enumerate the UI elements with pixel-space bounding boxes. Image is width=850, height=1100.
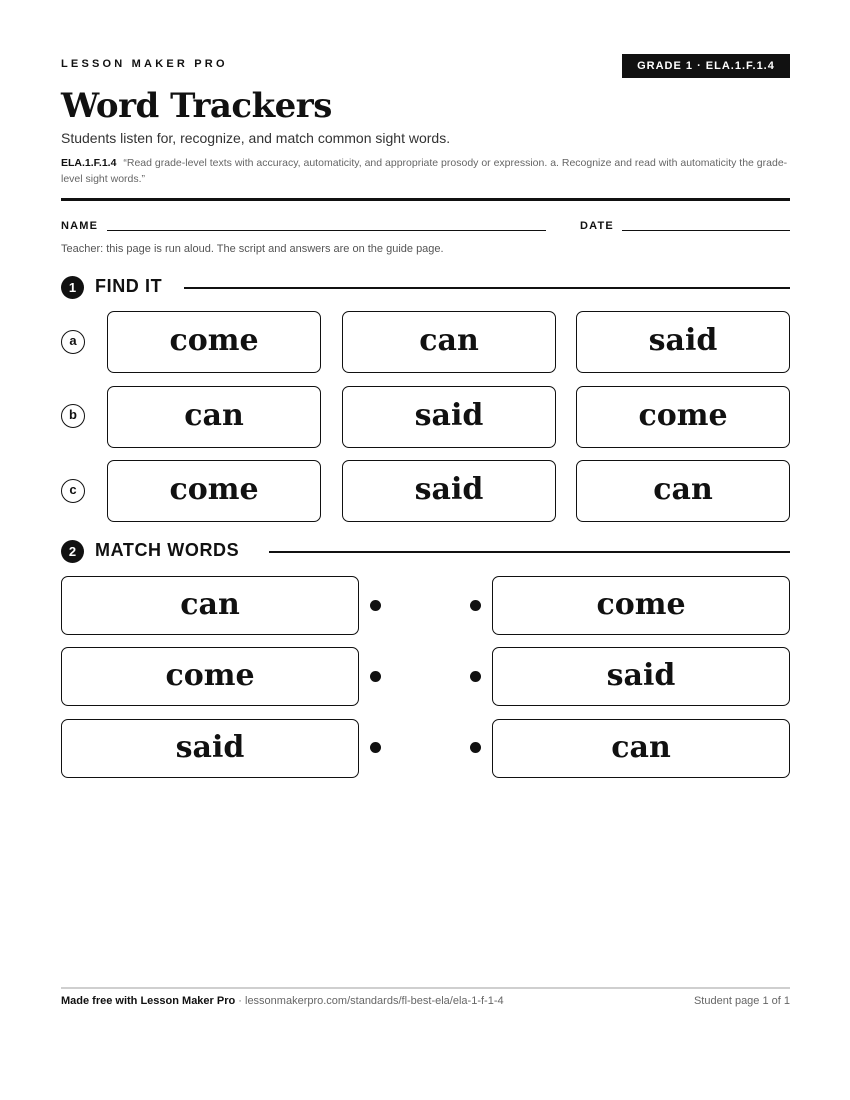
match-words-heading xyxy=(61,539,790,563)
match-left-card[interactable]: come xyxy=(61,647,359,706)
match-left-card[interactable]: can xyxy=(61,576,359,635)
footer-page-number: Student page 1 of 1 xyxy=(693,995,790,1007)
word-card[interactable]: come xyxy=(576,386,790,448)
match-left-dot[interactable] xyxy=(370,671,381,682)
word-card[interactable]: can xyxy=(342,311,556,373)
standard-text: “Read grade-level texts with accuracy, automaticity, and appropriate prosody or expression. a. Recognize and read with automaticity the grade-level sight words.” xyxy=(61,157,788,185)
word-card[interactable]: come xyxy=(107,311,321,373)
match-right-dot[interactable] xyxy=(470,671,481,682)
section-divider xyxy=(184,287,790,289)
match-right-dot[interactable] xyxy=(470,742,481,753)
teacher-note: Teacher: this page is run aloud. The script and answers are on the guide page. xyxy=(61,243,444,255)
date-label: DATE xyxy=(580,220,614,232)
word-card[interactable]: said xyxy=(342,460,556,522)
match-right-card[interactable]: can xyxy=(492,719,790,778)
section-number-badge: 2 xyxy=(61,540,84,563)
header-divider xyxy=(61,198,790,201)
date-field[interactable] xyxy=(622,230,790,231)
match-right-card[interactable]: come xyxy=(492,576,790,635)
row-letter-badge: a xyxy=(61,330,85,354)
row-letter-badge: b xyxy=(61,404,85,428)
footer-credit xyxy=(61,995,504,1007)
row-letter-badge: c xyxy=(61,479,85,503)
match-left-card[interactable]: said xyxy=(61,719,359,778)
section-number-badge: 1 xyxy=(61,276,84,299)
standard-code: ELA.1.F.1.4 xyxy=(61,157,117,169)
word-card[interactable]: can xyxy=(107,386,321,448)
word-card[interactable]: said xyxy=(342,386,556,448)
footer-divider xyxy=(61,987,790,989)
worksheet-page xyxy=(61,0,790,1100)
grade-badge: GRADE 1 · ELA.1.F.1.4 xyxy=(622,54,790,78)
footer-made-with: Made free with Lesson Maker Pro xyxy=(61,995,236,1007)
section-title: MATCH WORDS xyxy=(95,540,240,560)
match-left-dot[interactable] xyxy=(370,600,381,611)
section-title: FIND IT xyxy=(95,276,163,296)
standard-description xyxy=(61,155,790,187)
match-right-dot[interactable] xyxy=(470,600,481,611)
match-right-card[interactable]: said xyxy=(492,647,790,706)
footer-url[interactable]: · lessonmakerpro.com/standards/fl-best-ela/ela-1-f-1-4 xyxy=(235,995,504,1007)
brand-name: LESSON MAKER PRO xyxy=(61,58,228,70)
section-divider xyxy=(269,551,790,553)
find-it-heading xyxy=(61,275,790,299)
page-subtitle: Students listen for, recognize, and match common sight words. xyxy=(61,130,451,146)
name-label: NAME xyxy=(61,220,99,232)
word-card[interactable]: come xyxy=(107,460,321,522)
word-card[interactable]: said xyxy=(576,311,790,373)
match-left-dot[interactable] xyxy=(370,742,381,753)
page-title: Word Trackers xyxy=(61,86,332,126)
word-card[interactable]: can xyxy=(576,460,790,522)
name-field[interactable] xyxy=(107,230,546,231)
